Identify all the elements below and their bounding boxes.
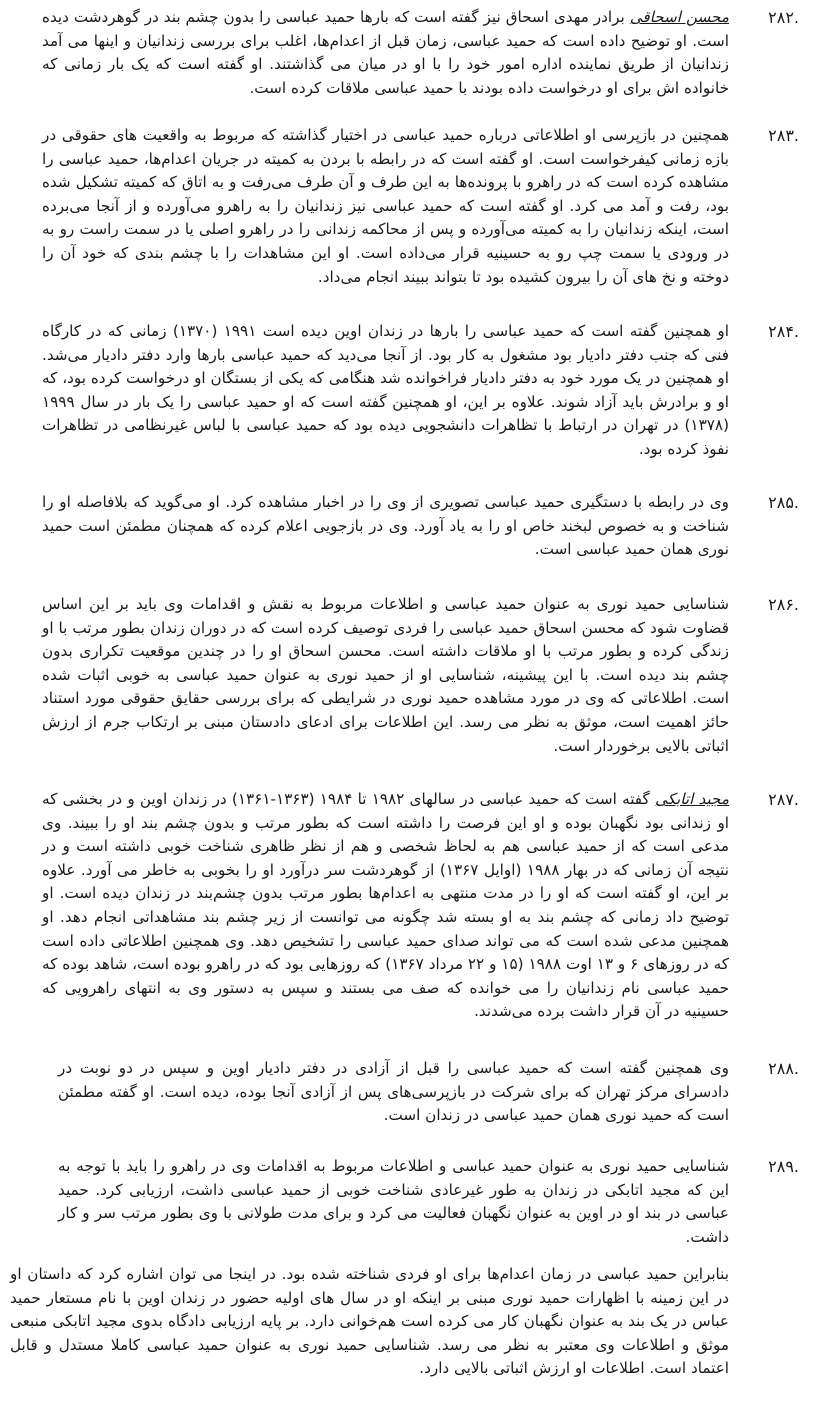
paragraph-number: .۲۸۸ <box>768 1059 799 1078</box>
paragraph-number: .۲۸۵ <box>768 493 799 512</box>
paragraph-number: .۲۸۳ <box>768 126 799 145</box>
witness-name: محسن اسحاقی <box>629 8 729 26</box>
paragraph-body: همچنین در بازپرسی او اطلاعاتی درباره حمید عباسی در اختیار گذاشته که مربوط به واقعیت های حقوقی در بازه زمانی کیفرخواست است. او گفته است که در رابطه با بردن به کمیته در جریان اعدام‌ها، حمید عباسی را مشاهده کرده است که در راهرو با پرونده‌ها به این طرف و آن طرف می‌رفت و به اتاق که کمیته تشکیل شده بود، رفت و آمد می کرد. او گفته است که حمید عباسی نیز زندانیان را به راهرو می‌آورده و از آنجا می‌برده است، اینکه زندانیان را به کمیته می‌آورده و پس از محاکمه زندانی را در راهرو اصلی یا در سمت راست رو به در ورودی یا سمت چپ رو به حسینیه قرار می‌داده است. او این مشاهدات را با چشم بندی که خود آن را دوخته و نخ های آن را بیرون کشیده بود تا بتواند ببیند انجام می‌داد. <box>42 126 729 286</box>
closing-paragraph <box>10 1263 729 1381</box>
paragraph-number: .۲۸۷ <box>768 790 799 809</box>
paragraph-number: .۲۸۶ <box>768 595 799 614</box>
paragraph-body: وی در رابطه با دستگیری حمید عباسی تصویری از وی را در اخبار مشاهده کرد. او می‌گوید که بلافاصله او را شناخت و به خصوص لبخند خاص او را به یاد آورد. وی در بازجویی اعلام کرده که همچنان مطمئن است حمید نوری همان حمید عباسی است. <box>42 493 729 559</box>
paragraph-body: شناسایی حمید نوری به عنوان حمید عباسی و اطلاعات مربوط به اقدامات وی در راهرو را باید با توجه به این که مجید اتابکی در زندان به طور غیرعادی شناخت خوبی از حمید عباسی داشت، ارزیابی کرد. حمید عباسی در بند او در اوین به عنوان نگهبان فعالیت می کرد و برای مدت طولانی با وی بطور مرتب سر و کار داشت. <box>58 1157 729 1246</box>
paragraph-text: برادر مهدی اسحاق نیز گفته است که بارها حمید عباسی را بدون چشم بند در گوهردشت دیده است. او توضیح داده است که حمید عباسی، زمان قبل از اعدام‌ها، اغلب برای بررسی زندانیان و اینها می آمد زندانیان از طریق نماینده اداره امور خود را با او در میان می گذاشتند. او گفته است که یک بار زمانی که خانواده اش برای او درخواست داده بودند با حمید عباسی ملاقات کرده است. <box>42 8 729 97</box>
witness-name: مجید اتابکی <box>654 790 729 808</box>
paragraph-body: وی همچنین گفته است که حمید عباسی را قبل از آزادی در دفتر دادیار اوین و سپس در دو نوبت در دادسرای مرکز تهران که برای شرکت در بازپرسی‌های پس از آزادی آنجا بوده، دیده است. او گفته مطمئن است که حمید نوری همان حمید عباسی در زندان است. <box>58 1059 729 1125</box>
paragraph-number: .۲۸۲ <box>768 8 799 27</box>
closing-text: بنابراین حمید عباسی در زمان اعدام‌ها برای او فردی شناخته شده بود. در اینجا می توان اشاره کرد که داستان او در این زمینه با اظهارات حمید نوری مبنی بر اینکه او در سال های اولیه حضور در زندان اوین با نام مستعار حمید عباس در یک بند به عنوان نگهبان کار می کرده است هم‌خوانی دارد. بر پایه ارزیابی دادگاه بدوی مجید اتابکی منبعی موثق و اطلاعات وی معتبر به نظر می رسد. شناسایی حمید نوری به عنوان حمید عباسی کاملا مستدل و قابل اعتماد است. اطلاعات او ارزش اثباتی بالایی دارد. <box>10 1265 729 1378</box>
paragraph-text: گفته است که حمید عباسی در سالهای ۱۹۸۲ تا ۱۹۸۴ (۱۳۶۳-۱۳۶۱) در زندان اوین و در بخشی که او زندانی بود نگهبان بوده و او این فرصت را داشته است که بطور مرتب و بدون چشم بند او را ببیند. وی مدعی است که از حمید عباسی هم به لحاظ شخصی و هم از نظر ظاهری شناخت خوبی داشته است و در نتیجه آن زمانی که در بهار ۱۹۸۸ (اوایل ۱۳۶۷) از گوهردشت سر درآورد او را بخوبی به خاطر می آورد. علاوه بر این، او گفته است که او را در مدت منتهی به اعدام‌ها بطور مرتب بدون چشم‌بند در زندان دیده است. او توضیح داد زمانی که چشم بند به او بسته شد چگونه می توانست از زیر چشم بند مشاهداتی انجام دهد. او همچنین مدعی شده است که می تواند صدای حمید عباسی را تشخیص دهد. وی همچنین اطلاعاتی داده است که در روزهای ۶ و ۱۳ اوت ۱۹۸۸ (۱۵ و ۲۲ مرداد ۱۳۶۷) که روزهایی بود که در راهرو بوده است، شاهد بوده که حمید عباسی نام زندانیان را می خوانده که صف می بستند و سپس به دستور وی به انتهای راهرویی که حسینیه در آن قرار داشت برده می‌شدند. <box>42 790 729 1021</box>
paragraph-number: .۲۸۹ <box>768 1157 799 1176</box>
paragraph-body: او همچنین گفته است که حمید عباسی را بارها در زندان اوین دیده است ۱۹۹۱ (۱۳۷۰) زمانی که در کارگاه فنی که جنب دفتر دادیار بود مشغول به کار بود. از آنجا می‌دید که حمید عباسی بارها وارد دفتر دادیار می‌شد. او همچنین در یک مورد خود به دفتر دادیار فراخوانده شد هنگامی که یکی از بستگان او درخواست کرده بود، که او و برادرش باید آزاد شوند. علاوه بر این، او همچنین گفته است که او حمید عباسی را یک بار در سال ۱۹۹۹ (۱۳۷۸) در تهران در ارتباط با تظاهرات دانشجویی دیده بود که حمید عباسی با لباس غیرنظامی در تظاهرات نفوذ کرده بود. <box>42 322 729 458</box>
paragraph-body: شناسایی حمید نوری به عنوان حمید عباسی و اطلاعات مربوط به نقش و اقدامات وی باید بر این اساس قضاوت شود که محسن اسحاق حمید عباسی را فردی توصیف کرده است که در دوران زندان بطور مرتب با او زندگی کرده و بطور مرتب با او ملاقات داشته است. محسن اسحاق او را در چندین موقعیت تکراری بدون چشم بند دیده است. با این پیشینه، شناسایی او از حمید نوری به عنوان حمید عباسی به خوبی اثبات شده است. اطلاعاتی که وی در مورد مشاهده حمید نوری در شرایطی که برای بررسی حقایق حقوقی مورد استناد حائز اهمیت است، موثق به نظر می رسد. این اطلاعات برای ادعای دادستان مبنی بر ارتکاب جرم از ارزش اثباتی بالایی برخوردار است. <box>42 595 729 755</box>
paragraph-number: .۲۸۴ <box>768 322 799 341</box>
paragraph-body <box>42 788 729 1024</box>
paragraph-body <box>42 6 729 100</box>
